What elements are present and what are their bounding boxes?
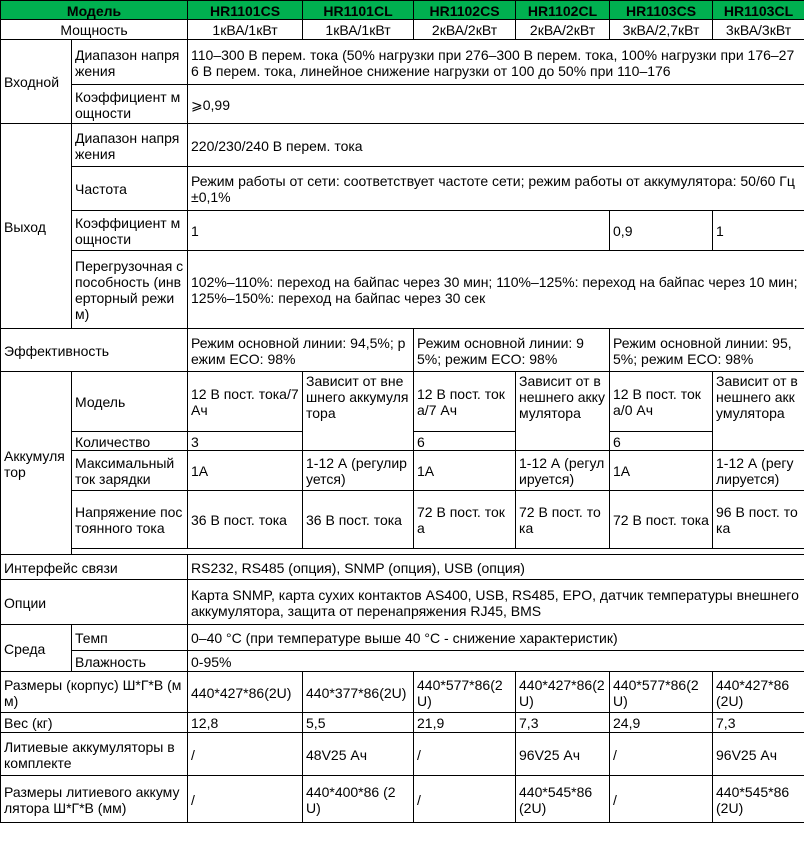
- input-pf-label: Коэффициент мощности: [72, 85, 188, 124]
- efficiency-value-1: Режим основной линии: 94,5%; режим ECO: 98%: [188, 329, 414, 372]
- dimensions-value-1: 440*427*86(2U): [188, 672, 303, 713]
- battery-dc-5: 72 В пост. тока: [610, 491, 713, 549]
- power-value-6: 3кВА/3кВт: [713, 20, 804, 40]
- interface-value: RS232, RS485 (опция), SNMP (опция), USB (опция): [188, 555, 804, 580]
- lithium-value-1: /: [188, 733, 303, 776]
- input-pf-row: [1, 85, 804, 124]
- battery-dc-3: 72 В пост. тока: [414, 491, 516, 549]
- battery-dc-4: 72 В пост. тока: [516, 491, 610, 549]
- efficiency-label: Эффективность: [1, 329, 188, 372]
- environment-label: Среда: [1, 625, 72, 672]
- battery-qty-label: Количество: [72, 432, 188, 451]
- options-row: [1, 580, 804, 625]
- battery-label: Аккумулятор: [1, 372, 72, 555]
- battery-model-5: 12 В пост. тока/0 Ач: [610, 372, 713, 432]
- battery-dc-1: 36 В пост. тока: [188, 491, 303, 549]
- weight-value-2: 5,5: [303, 713, 414, 733]
- power-row: [1, 20, 804, 40]
- lithium-value-3: /: [414, 733, 516, 776]
- power-value-4: 2кВА/2кВт: [516, 20, 610, 40]
- efficiency-value-2: Режим основной линии: 95%; режим ECO: 98%: [414, 329, 610, 372]
- input-voltage-label: Диапазон напряжения: [72, 40, 188, 85]
- header-row: [1, 1, 804, 20]
- battery-charge-4: 1-12 А (регулируется): [516, 451, 610, 491]
- battery-charge-label: Максимальный ток зарядки: [72, 451, 188, 491]
- dimensions-label: Размеры (корпус) Ш*Г*В (мм): [1, 672, 188, 713]
- battery-charge-1: 1А: [188, 451, 303, 491]
- dimensions-row: [1, 672, 804, 713]
- weight-value-3: 21,9: [414, 713, 516, 733]
- header-model-4: HR1102CL: [516, 1, 610, 20]
- power-value-2: 1кВА/1кВт: [303, 20, 414, 40]
- power-value-3: 2кВА/2кВт: [414, 20, 516, 40]
- header-model-5: HR1103CS: [610, 1, 713, 20]
- battery-model-row: [1, 372, 804, 432]
- dimensions-value-2: 440*377*86(2U): [303, 672, 414, 713]
- dimensions-value-5: 440*577*86(2U): [610, 672, 713, 713]
- battery-dc-label: Напряжение постоянного тока: [72, 491, 188, 549]
- header-model-label: Модель: [1, 1, 188, 20]
- weight-value-1: 12,8: [188, 713, 303, 733]
- environment-humidity-value: 0-95%: [188, 651, 804, 672]
- header-model-1: HR1101CS: [188, 1, 303, 20]
- lithium-dims-value-1: /: [188, 776, 303, 823]
- output-voltage-row: [1, 124, 804, 167]
- battery-qty-3: 6: [610, 432, 713, 451]
- lithium-value-5: /: [610, 733, 713, 776]
- battery-charge-row: [1, 451, 804, 491]
- output-frequency-value: Режим работы от сети: соответствует частоте сети; режим работы от аккумулятора: 50/60 Гц±0,1%: [188, 167, 804, 211]
- output-pf-row: [1, 211, 804, 251]
- lithium-dims-value-3: /: [414, 776, 516, 823]
- battery-charge-3: 1А: [414, 451, 516, 491]
- lithium-dims-value-2: 440*400*86 (2U): [303, 776, 414, 823]
- environment-humidity-label: Влажность: [72, 651, 188, 672]
- output-pf-value-3: 1: [713, 211, 804, 251]
- output-pf-value-1: 1: [188, 211, 610, 251]
- output-frequency-row: [1, 167, 804, 211]
- environment-temp-row: [1, 625, 804, 651]
- battery-dc-6: 96 В пост. тока: [713, 491, 804, 549]
- battery-model-2: Зависит от внешнего аккумулятора: [303, 372, 414, 451]
- efficiency-row: [1, 329, 804, 372]
- lithium-value-2: 48V25 Ач: [303, 733, 414, 776]
- lithium-dims-value-6: 440*545*86 (2U): [713, 776, 804, 823]
- weight-value-6: 7,3: [713, 713, 804, 733]
- output-pf-label: Коэффициент мощности: [72, 211, 188, 251]
- lithium-dims-label: Размеры литиевого аккумулятора Ш*Г*В (мм): [1, 776, 188, 823]
- battery-dc-row: [1, 491, 804, 549]
- output-frequency-label: Частота: [72, 167, 188, 211]
- dimensions-value-6: 440*427*86(2U): [713, 672, 804, 713]
- lithium-row: [1, 733, 804, 776]
- weight-label: Вес (кг): [1, 713, 188, 733]
- lithium-dims-value-4: 440*545*86 (2U): [516, 776, 610, 823]
- input-label: Входной: [1, 40, 72, 124]
- power-label: Мощность: [1, 20, 188, 40]
- lithium-label: Литиевые аккумуляторы в комплекте: [1, 733, 188, 776]
- interface-row: [1, 555, 804, 580]
- battery-qty-2: 6: [414, 432, 516, 451]
- environment-temp-value: 0–40 °C (при температуре выше 40 °C - снижение характеристик): [188, 625, 804, 651]
- environment-humidity-row: [1, 651, 804, 672]
- weight-row: [1, 713, 804, 733]
- environment-temp-label: Темп: [72, 625, 188, 651]
- lithium-dims-row: [1, 776, 804, 823]
- battery-model-3: 12 В пост. тока/7 Ач: [414, 372, 516, 432]
- battery-model-label: Модель: [72, 372, 188, 432]
- power-value-5: 3кВА/2,7кВт: [610, 20, 713, 40]
- battery-model-4: Зависит от внешнего аккумулятора: [516, 372, 610, 451]
- input-voltage-value: 110–300 В перем. тока (50% нагрузки при 276–300 В перем. тока, 100% нагрузки при 176–276 В перем. тока, линейное снижение нагрузки от 100 до 50% при 110–176: [188, 40, 804, 85]
- lithium-value-6: 96V25 Ач: [713, 733, 804, 776]
- input-voltage-row: [1, 40, 804, 85]
- header-model-6: HR1103CL: [713, 1, 804, 20]
- options-value: Карта SNMP, карта сухих контактов AS400, USB, RS485, EPO, датчик температуры внешнего аккумулятора, защита от перенапряжения RJ45, BMS: [188, 580, 804, 625]
- power-value-1: 1кВА/1кВт: [188, 20, 303, 40]
- battery-dc-2: 36 В пост. тока: [303, 491, 414, 549]
- interface-label: Интерфейс связи: [1, 555, 188, 580]
- header-model-3: HR1102CS: [414, 1, 516, 20]
- dimensions-value-4: 440*427*86(2U): [516, 672, 610, 713]
- output-overload-label: Перегрузочная способность (инверторный режим): [72, 251, 188, 329]
- battery-qty-1: 3: [188, 432, 303, 451]
- battery-charge-5: 1А: [610, 451, 713, 491]
- output-overload-value: 102%–110%: переход на байпас через 30 мин; 110%–125%: переход на байпас через 10 мин; 125%–150%: переход на байпас через 30 сек: [188, 251, 804, 329]
- options-label: Опции: [1, 580, 188, 625]
- output-voltage-label: Диапазон напряжения: [72, 124, 188, 167]
- output-voltage-value: 220/230/240 В перем. тока: [188, 124, 804, 167]
- battery-charge-6: 1-12 А (регулируется): [713, 451, 804, 491]
- output-overload-row: [1, 251, 804, 329]
- output-pf-value-2: 0,9: [610, 211, 713, 251]
- battery-model-1: 12 В пост. тока/7 Ач: [188, 372, 303, 432]
- output-label: Выход: [1, 124, 72, 329]
- lithium-value-4: 96V25 Ач: [516, 733, 610, 776]
- lithium-dims-value-5: /: [610, 776, 713, 823]
- header-model-2: HR1101CL: [303, 1, 414, 20]
- input-pf-value: ⩾0,99: [188, 85, 804, 124]
- efficiency-value-3: Режим основной линии: 95,5%; режим ECO: 98%: [610, 329, 804, 372]
- battery-model-6: Зависит от внешнего аккумулятора: [713, 372, 804, 451]
- battery-charge-2: 1-12 А (регулируется): [303, 451, 414, 491]
- weight-value-4: 7,3: [516, 713, 610, 733]
- weight-value-5: 24,9: [610, 713, 713, 733]
- dimensions-value-3: 440*577*86(2U): [414, 672, 516, 713]
